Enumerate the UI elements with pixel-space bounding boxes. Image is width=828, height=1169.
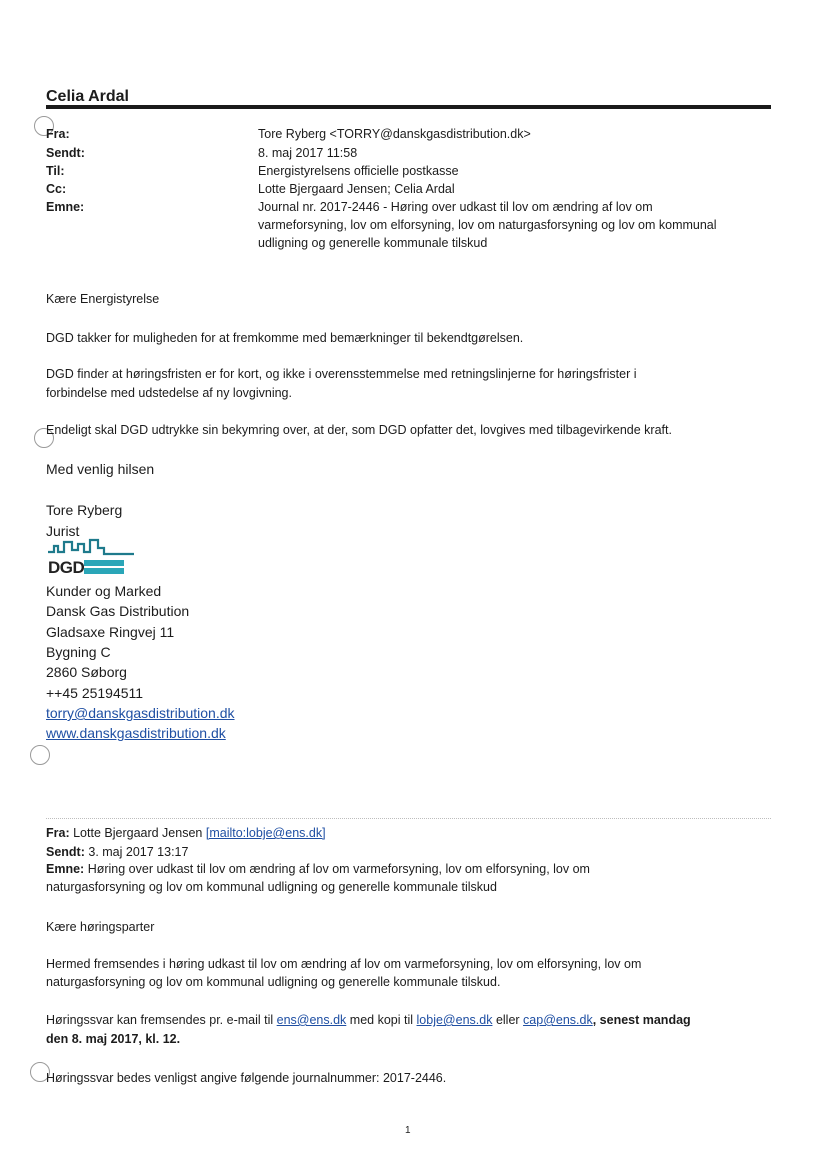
- signature-title: Jurist: [46, 523, 80, 539]
- forwarded-from: [46, 826, 326, 840]
- forwarded-subject-label: Emne:: [46, 862, 85, 876]
- forwarded-sent: [46, 845, 188, 859]
- deadline-text: med kopi til: [349, 1013, 414, 1027]
- greeting: Kære Energistyrelse: [46, 292, 160, 306]
- forwarded-sent-label: Sendt:: [46, 845, 85, 859]
- deadline-bold-text: , senest mandag: [592, 1013, 691, 1027]
- forwarded-subject-cont: naturgasforsyning og lov om kommunal udligning og generelle kommunale tilskud: [46, 880, 497, 894]
- signature-city: 2860 Søborg: [46, 664, 127, 680]
- forwarded-paragraph: Hermed fremsendes i høring udkast til lov om ændring af lov om varmeforsyning, lov om elforsyning, lov om: [46, 957, 642, 971]
- lobje-email-link[interactable]: lobje@ens.dk: [416, 1013, 493, 1027]
- forwarded-from-label: Fra:: [46, 826, 70, 840]
- forwarded-journal-paragraph: Høringssvar bedes venligst angive følgende journalnummer: 2017-2446.: [46, 1071, 447, 1085]
- sent-label: Sendt:: [46, 146, 85, 160]
- sent-value: 8. maj 2017 11:58: [258, 146, 358, 160]
- subject-label: Emne:: [46, 200, 85, 214]
- header-rule: [46, 105, 771, 109]
- signature-address: Gladsaxe Ringvej 11: [46, 624, 175, 640]
- subject-value-line2: varmeforsyning, lov om elforsyning, lov om naturgasforsyning og lov om kommunal: [258, 218, 717, 232]
- paragraph: DGD finder at høringsfristen er for kort, og ikke i overensstemmelse med retningslinjerne for høringsfrister i: [46, 367, 637, 381]
- signature-name: Tore Ryberg: [46, 502, 123, 518]
- signature-company: Dansk Gas Distribution: [46, 603, 190, 619]
- signature-website-link[interactable]: www.danskgasdistribution.dk: [46, 725, 226, 741]
- forwarded-from-value: Lotte Bjergaard Jensen: [73, 826, 203, 840]
- divider: [46, 818, 771, 819]
- to-value: Energistyrelsens officielle postkasse: [258, 164, 459, 178]
- paragraph: forbindelse med udstedelse af ny lovgivning.: [46, 386, 292, 400]
- signature-phone: ++45 25194511: [46, 685, 144, 701]
- closing: Med venlig hilsen: [46, 461, 155, 477]
- ens-email-link[interactable]: ens@ens.dk: [276, 1013, 347, 1027]
- from-value: Tore Ryberg <TORRY@danskgasdistribution.dk>: [258, 127, 531, 141]
- deadline-text: eller: [495, 1013, 520, 1027]
- signature-department: Kunder og Marked: [46, 583, 162, 599]
- forwarded-subject: [46, 862, 590, 876]
- subject-value-line3: udligning og generelle kommunale tilskud: [258, 236, 488, 250]
- signature-building: Bygning C: [46, 644, 111, 660]
- document-owner-name: Celia Ardal: [46, 88, 129, 105]
- cap-email-link[interactable]: cap@ens.dk: [523, 1013, 593, 1027]
- deadline-text: Høringssvar kan fremsendes pr. e-mail til: [46, 1013, 274, 1027]
- paragraph: Endeligt skal DGD udtrykke sin bekymring over, at der, som DGD opfatter det, lovgives med tilbagevirkende kraft.: [46, 423, 672, 437]
- dgd-logo: [46, 538, 138, 578]
- subject-value-line1: Journal nr. 2017-2446 - Høring over udkast til lov om ændring af lov om: [258, 200, 653, 214]
- logo-text: DGD: [48, 558, 85, 577]
- from-label: Fra:: [46, 127, 70, 141]
- forwarded-subject-value: Høring over udkast til lov om ændring af lov om varmeforsyning, lov om elforsyning, lov om: [87, 862, 590, 876]
- forwarded-deadline-paragraph: [46, 1013, 691, 1027]
- deadline-date: den 8. maj 2017, kl. 12.: [46, 1032, 181, 1046]
- punch-hole: [30, 745, 50, 765]
- page-number: 1: [405, 1125, 411, 1136]
- forwarded-paragraph: naturgasforsyning og lov om kommunal udligning og generelle kommunale tilskud.: [46, 975, 501, 989]
- forwarded-greeting: Kære høringsparter: [46, 920, 155, 934]
- to-label: Til:: [46, 164, 65, 178]
- cc-label: Cc:: [46, 182, 67, 196]
- cc-value: Lotte Bjergaard Jensen; Celia Ardal: [258, 182, 455, 196]
- forwarded-from-mailto-link[interactable]: [mailto:lobje@ens.dk]: [205, 826, 326, 840]
- signature-email-link[interactable]: torry@danskgasdistribution.dk: [46, 705, 235, 721]
- forwarded-sent-value: 3. maj 2017 13:17: [88, 845, 189, 859]
- paragraph: DGD takker for muligheden for at fremkomme med bemærkninger til bekendtgørelsen.: [46, 331, 524, 345]
